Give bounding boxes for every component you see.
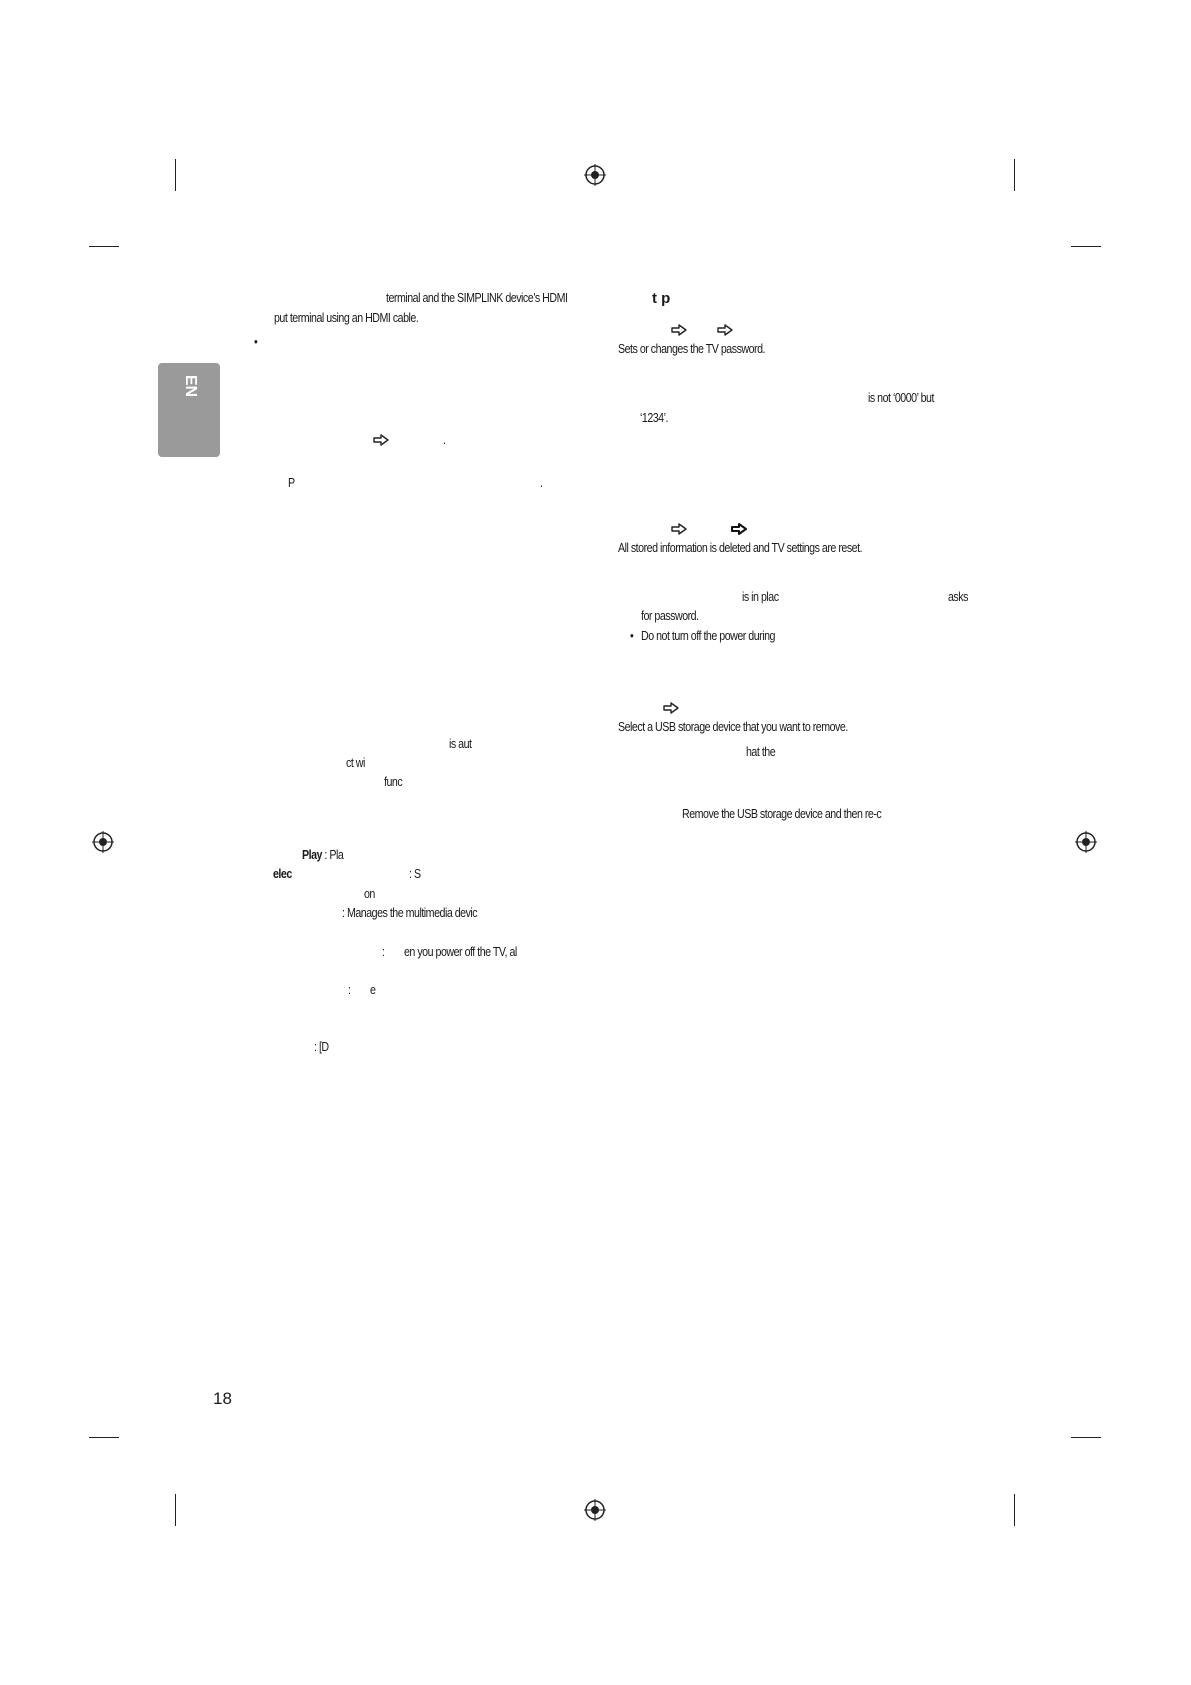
page-number: 18 [213,1389,232,1408]
hat-the-text: hat the [746,744,776,759]
left-letter-p: P [288,475,295,490]
arrow-right-icon-2 [671,324,687,336]
reset-description: All stored information is deleted and TV settings are reset. [618,540,863,555]
left-line-1: terminal and the SIMPLINK device’s HDMI [386,290,568,305]
left-on: on [364,886,375,901]
usb-description: Select a USB storage device that you want to remove. [618,719,848,734]
left-ct-wi: ct wi [346,755,365,770]
left-func: func [384,774,403,789]
left-power-colon: : [382,944,385,959]
crop-mark-top-right [1014,159,1015,191]
registration-mark-top-icon [584,164,606,186]
arrow-right-icon-6 [663,702,679,714]
crop-mark-right-lower [1071,1437,1101,1438]
left-is-aut: is aut [449,736,472,751]
crop-mark-bottom-left [175,1494,176,1526]
registration-mark-right-icon [1075,831,1097,853]
code-1234: ‘1234’. [640,410,668,425]
is-in-plac-text: is in plac [742,589,779,604]
elec-text: : S [409,866,421,881]
asks-text: asks [948,589,968,604]
for-password-text: for password. [641,608,699,623]
left-power-text: en you power off the TV, al [404,944,517,959]
language-tab-label: EN [182,374,200,398]
crop-mark-top-left [175,159,176,191]
do-not-turn-off-text: Do not turn off the power during [641,628,775,643]
play-label: Play [302,847,322,862]
remove-usb-text: Remove the USB storage device and then re-c [682,806,882,821]
language-tab [158,363,220,457]
bullet-mark: • [630,628,634,643]
left-line-2: put terminal using an HDMI cable. [274,310,419,325]
left-play-line [302,847,343,862]
crop-mark-bottom-right [1014,1494,1015,1526]
crop-mark-left-lower [89,1437,119,1438]
right-heading: t p [652,290,671,307]
registration-mark-left-icon [92,831,114,853]
password-description: Sets or changes the TV password. [618,341,766,356]
left-bullet: • [254,334,258,349]
left-period-1: . [443,432,446,447]
left-d-text: : [D [314,1039,329,1054]
left-manages: : Manages the multimedia devic [342,905,478,920]
arrow-right-icon-5 [731,523,747,535]
not-0000-text: is not ‘0000’ but [868,390,934,405]
left-e-letter: e [370,982,376,997]
crop-mark-right-upper [1071,246,1101,247]
arrow-right-icon-3 [717,324,733,336]
play-text: : Pla [324,847,344,862]
registration-mark-bottom-icon [584,1499,606,1521]
left-period-2: . [540,475,543,490]
arrow-right-icon [373,434,389,446]
arrow-right-icon-4 [671,523,687,535]
elec-label: elec [273,866,292,881]
crop-mark-left-upper [89,246,119,247]
left-e-colon: : [348,982,351,997]
